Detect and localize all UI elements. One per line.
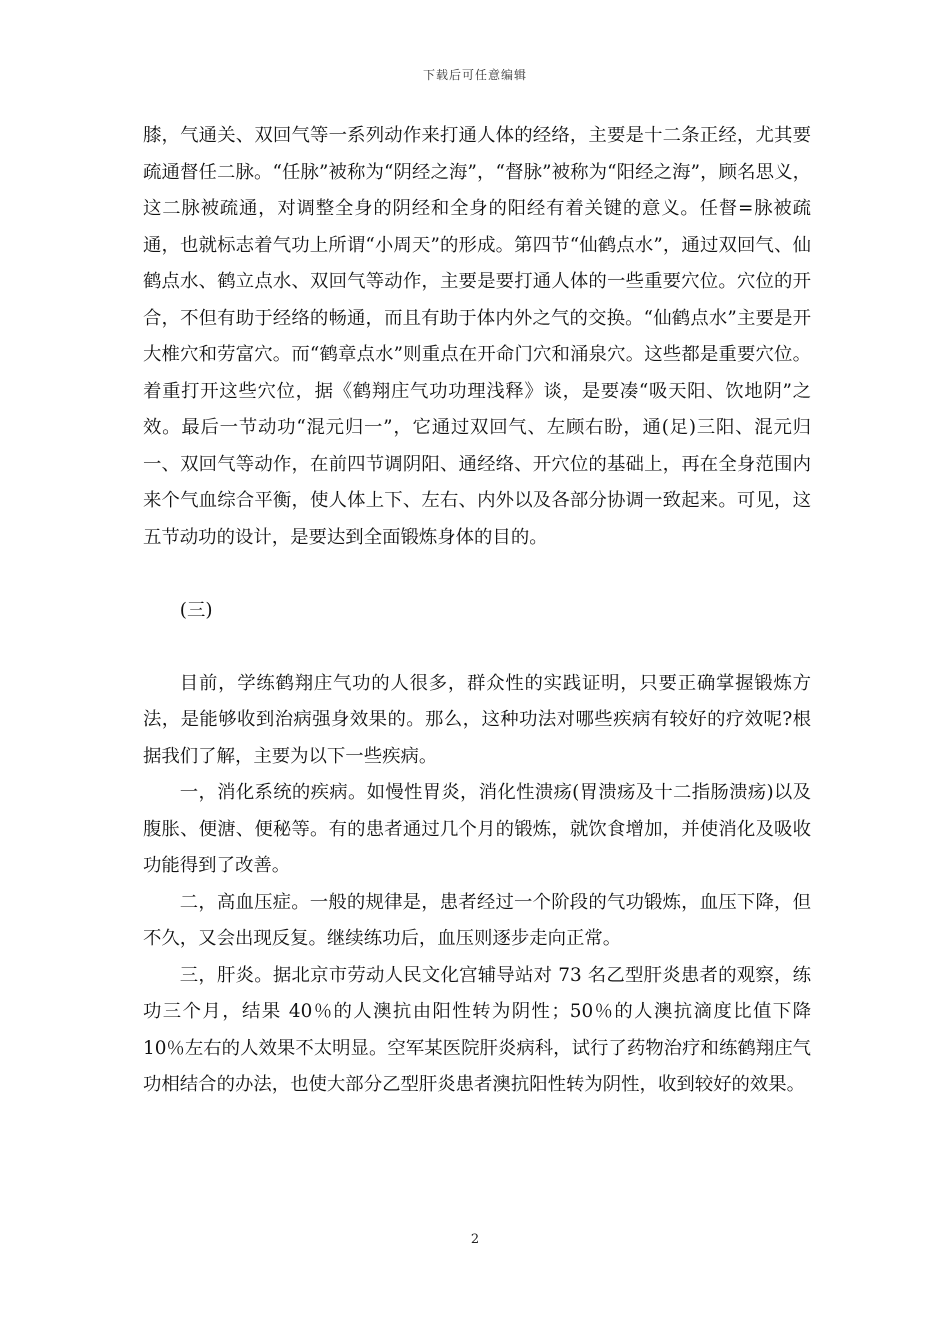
body-paragraph-3: 一，消化系统的疾病。如慢性胃炎，消化性溃疡(胃溃疡及十二指肠溃疡)以及腹胀、便溏、便秘等。有的患者通过几个月的锻炼，就饮食增加，并使消化及吸收功能得到了改善。 [143, 782, 811, 876]
page-number: 2 [470, 1232, 480, 1247]
page-header: 下载后可任意编辑 [422, 68, 527, 82]
body-paragraph-1: 膝，气通关、双回气等一系列动作来打通人体的经络，主要是十二条正经，尤其要疏通督任二脉。“任脉”被称为“阴经之海”，“督脉”被称为“阳经之海”，顾名思义，这二脉被疏通，对调整全身的阴经和全身的阳经有着关键的意义。任督=脉被疏通，也就标志着气功上所谓“小周天”的形成。第四节“仙鹤点水”，通过双回气、仙鹤点水、鹤立点水、双回气等动作，主要是要打通人体的一些重要穴位。穴位的开合，不但有助于经络的畅通，而且有助于体内外之气的交换。“仙鹤点水”主要是开大椎穴和劳富穴。而“鹤章点水”则重点在开命门穴和涌泉穴。这些都是重要穴位。着重打开这些穴位，据《鹤翔庄气功功理浅释》谈，是要凑“吸天阳、饮地阴”之效。最后一节动功“混元归一”，它通过双回气、左顾右盼，通(足)三阳、混元归一、双回气等动作，在前四节调阴阳、通经络、开穴位的基础上，再在全身范围内来个气血综合平衡，使人体上下、左右、内外以及各部分协调一致起来。可见，这五节动功的设计，是要达到全面锻炼身体的目的。 [143, 125, 811, 548]
body-paragraph-2: 目前，学练鹤翔庄气功的人很多，群众性的实践证明，只要正确掌握锻炼方法，是能够收到治病强身效果的。那么，这种功法对哪些疾病有较好的疗效呢?根据我们了解，主要为以下一些疾病。 [143, 672, 811, 767]
document-body [143, 118, 811, 1104]
section-heading: (三) [179, 599, 213, 621]
body-paragraph-5: 三，肝炎。据北京市劳动人民文化宫辅导站对 73 名乙型肝炎患者的观察，练功三个月，结果 40％的人澳抗由阳性转为阴性；50％的人澳抗滴度比值下降 10％左右的人效果不太明显。空军某医院肝炎病科，试行了药物治疗和练鹤翔庄气功相结合的办法，也使大部分乙型肝炎患者澳抗阳性转为阴性，收到较好的效果。 [143, 964, 811, 1095]
body-paragraph-4: 二，高血压症。一般的规律是，患者经过一个阶段的气功锻炼，血压下降，但不久，又会出现反复。继续练功后，血压则逐步走向正常。 [143, 891, 811, 949]
